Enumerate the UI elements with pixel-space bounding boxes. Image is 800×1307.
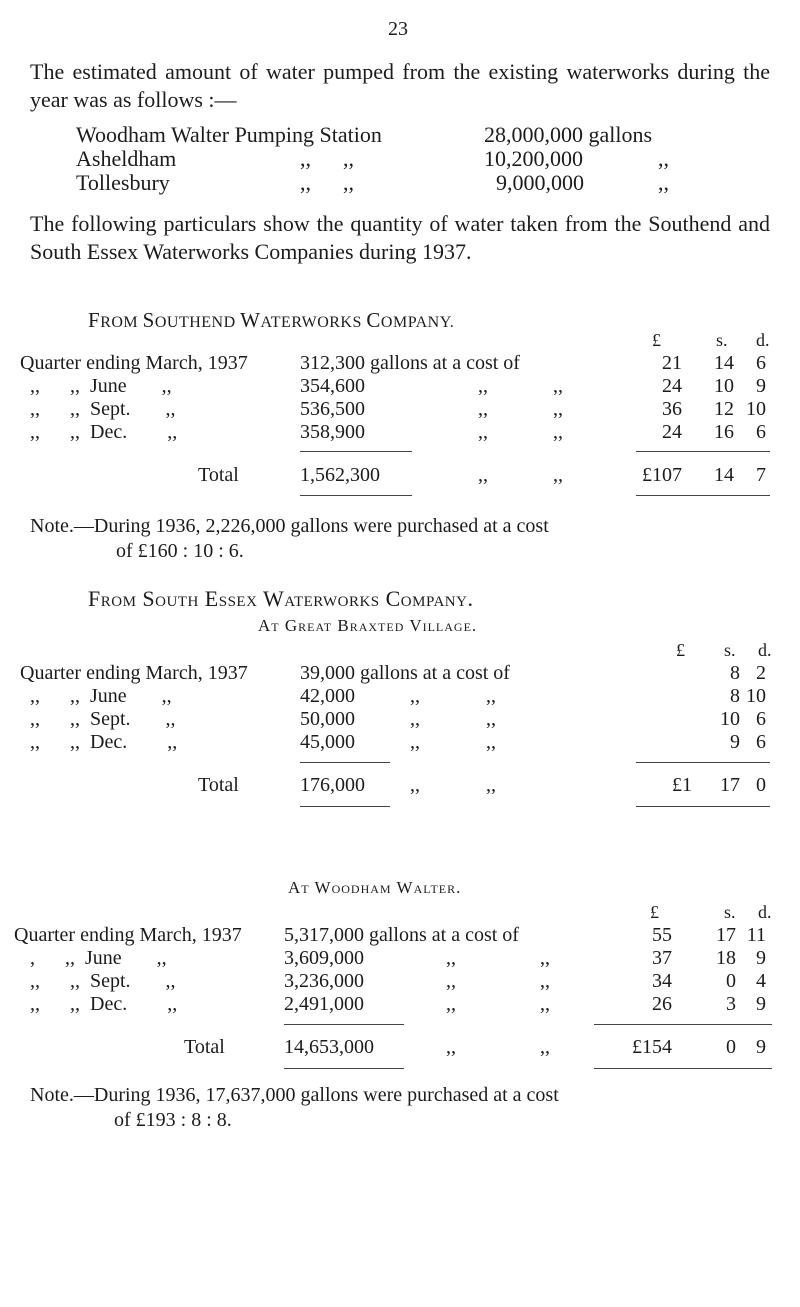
pounds-value: 26 — [652, 993, 672, 1015]
pence-column-header: d. — [758, 640, 772, 660]
gallons-value: 50,000 — [300, 708, 355, 730]
pounds-column-header: £ — [676, 640, 685, 660]
total-gallons: 14,653,000 — [284, 1036, 374, 1058]
pence-value: 9 — [756, 993, 766, 1015]
southend-note-line2: of £160 : 10 : 6. — [116, 540, 244, 562]
pence-value: 11 — [746, 924, 766, 946]
gallons-value: 2,491,000 — [284, 993, 364, 1015]
pence-value: 6 — [756, 708, 766, 730]
ditto-mark: ,, — [300, 170, 311, 195]
ditto-mark: ,, — [658, 170, 669, 195]
pumping-station-name: Woodham Walter Pumping Station — [76, 122, 382, 147]
woodham-note-line2: of £193 : 8 : 8. — [114, 1109, 232, 1131]
quarter-label: ,, ,, Dec. ,, — [30, 993, 178, 1015]
gallons-value: 3,236,000 — [284, 970, 364, 992]
ditto-mark: ,, — [300, 146, 311, 171]
pumping-station-amount: 9,000,000 — [496, 170, 584, 195]
particulars-paragraph: The following particulars show the quantity of water taken from the Southend and South Essex Waterworks Companies during 1937. — [30, 211, 770, 264]
total-rule — [284, 1068, 404, 1069]
total-rule — [594, 1068, 772, 1069]
quarter-label: ,, ,, Sept. ,, — [30, 708, 176, 730]
total-gallons: 1,562,300 — [300, 464, 380, 486]
total-rule — [636, 495, 770, 496]
pumping-station-name: Asheldham — [76, 146, 177, 171]
shillings-value: 16 — [714, 421, 734, 443]
ditto-mark: ,, — [486, 774, 496, 796]
pounds-value: 34 — [652, 970, 672, 992]
ditto-mark: ,, — [478, 375, 488, 397]
ditto-mark: ,, — [410, 685, 420, 707]
pumping-station-name: Tollesbury — [76, 170, 170, 195]
total-shillings: 14 — [714, 464, 734, 486]
pence-value: 10 — [746, 685, 766, 707]
total-shillings: 17 — [720, 774, 740, 796]
ditto-mark: ,, — [553, 375, 563, 397]
pence-value: 2 — [756, 662, 766, 684]
subtotal-rule — [284, 1024, 404, 1025]
ditto-mark: ,, — [540, 947, 550, 969]
shillings-value: 17 — [716, 924, 736, 946]
ditto-mark: ,, — [553, 421, 563, 443]
ditto-mark: ,, — [410, 774, 420, 796]
total-pence: 9 — [756, 1036, 766, 1058]
pence-value: 6 — [756, 421, 766, 443]
woodham-note-line1: Note.—During 1936, 17,637,000 gallons were purchased at a cost — [30, 1084, 559, 1106]
total-label: Total — [198, 464, 239, 486]
total-label: Total — [198, 774, 239, 796]
subtotal-rule — [594, 1024, 772, 1025]
pounds-column-header: £ — [650, 902, 659, 922]
quarter-label: , ,, June ,, — [30, 947, 167, 969]
pounds-value: 24 — [662, 375, 682, 397]
subtotal-rule — [636, 451, 770, 452]
page-number: 23 — [388, 18, 408, 40]
ditto-mark: ,, — [446, 970, 456, 992]
total-gallons: 176,000 — [300, 774, 365, 796]
pence-value: 10 — [746, 398, 766, 420]
total-shillings: 0 — [726, 1036, 736, 1058]
pounds-column-header: £ — [652, 330, 661, 350]
gallons-value: 536,500 — [300, 398, 365, 420]
great-braxted-subheading: At Great Braxted Village. — [258, 616, 478, 635]
quarter-label: Quarter ending March, 1937 — [14, 924, 242, 946]
subtotal-rule — [300, 451, 412, 452]
ditto-mark: ,, — [446, 993, 456, 1015]
south-essex-heading: From South Essex Waterworks Company. — [88, 586, 474, 611]
total-pounds: £154 — [632, 1036, 672, 1058]
pence-value: 6 — [756, 731, 766, 753]
gallons-value: 42,000 — [300, 685, 355, 707]
quarter-label: ,, ,, Dec. ,, — [30, 731, 178, 753]
gallons-value: 45,000 — [300, 731, 355, 753]
pence-column-header: d. — [758, 902, 772, 922]
quarter-label: ,, ,, Sept. ,, — [30, 970, 176, 992]
gallons-value: 39,000 gallons at a cost of — [300, 662, 510, 684]
gallons-value: 5,317,000 gallons at a cost of — [284, 924, 519, 946]
ditto-mark: ,, — [486, 708, 496, 730]
ditto-mark: ,, — [486, 685, 496, 707]
ditto-mark: ,, — [410, 708, 420, 730]
pence-value: 9 — [756, 947, 766, 969]
ditto-mark: ,, — [446, 1036, 456, 1058]
ditto-mark: ,, — [478, 421, 488, 443]
quarter-label: Quarter ending March, 1937 — [20, 352, 248, 374]
quarter-label: ,, ,, Dec. ,, — [30, 421, 178, 443]
subtotal-rule — [300, 762, 390, 763]
shillings-value: 10 — [720, 708, 740, 730]
southend-note-line1: Note.—During 1936, 2,226,000 gallons were purchased at a cost — [30, 515, 549, 537]
pence-value: 9 — [756, 375, 766, 397]
ditto-mark: ,, — [540, 993, 550, 1015]
gallons-value: 354,600 — [300, 375, 365, 397]
quarter-label: ,, ,, Sept. ,, — [30, 398, 176, 420]
ditto-mark: ,, — [553, 398, 563, 420]
quarter-label: Quarter ending March, 1937 — [20, 662, 248, 684]
shillings-value: 8 — [730, 685, 740, 707]
ditto-mark: ,, — [410, 731, 420, 753]
pounds-value: 55 — [652, 924, 672, 946]
shillings-value: 10 — [714, 375, 734, 397]
ditto-mark: ,, — [446, 947, 456, 969]
shillings-value: 12 — [714, 398, 734, 420]
pence-value: 6 — [756, 352, 766, 374]
ditto-mark: ,, — [658, 146, 669, 171]
pounds-value: 21 — [662, 352, 682, 374]
intro-paragraph: The estimated amount of water pumped from the existing waterworks during the year was as follows :— — [30, 59, 770, 112]
southend-heading: FROM SOUTHEND WATERWORKS COMPANY. — [88, 308, 455, 332]
ditto-mark: ,, — [343, 170, 354, 195]
shillings-column-header: s. — [716, 330, 728, 350]
ditto-mark: ,, — [553, 464, 563, 486]
pumping-station-amount: 10,200,000 — [484, 146, 583, 171]
subtotal-rule — [636, 762, 770, 763]
ditto-mark: ,, — [540, 970, 550, 992]
shillings-column-header: s. — [724, 640, 736, 660]
total-pence: 7 — [756, 464, 766, 486]
shillings-value: 0 — [726, 970, 736, 992]
total-pounds: £107 — [642, 464, 682, 486]
shillings-value: 9 — [730, 731, 740, 753]
ditto-mark: ,, — [486, 731, 496, 753]
shillings-value: 8 — [730, 662, 740, 684]
quarter-label: ,, ,, June ,, — [30, 685, 172, 707]
shillings-value: 14 — [714, 352, 734, 374]
total-rule — [636, 806, 770, 807]
woodham-walter-subheading: At Woodham Walter. — [288, 878, 462, 897]
total-rule — [300, 495, 412, 496]
total-pounds: £1 — [672, 774, 692, 796]
gallons-value: 358,900 — [300, 421, 365, 443]
ditto-mark: ,, — [478, 464, 488, 486]
pounds-value: 36 — [662, 398, 682, 420]
gallons-value: 3,609,000 — [284, 947, 364, 969]
pence-value: 4 — [756, 970, 766, 992]
ditto-mark: ,, — [540, 1036, 550, 1058]
gallons-value: 312,300 gallons at a cost of — [300, 352, 520, 374]
ditto-mark: ,, — [478, 398, 488, 420]
pumping-station-amount: 28,000,000 gallons — [484, 122, 653, 147]
pounds-value: 24 — [662, 421, 682, 443]
shillings-value: 3 — [726, 993, 736, 1015]
total-rule — [300, 806, 390, 807]
ditto-mark: ,, — [343, 146, 354, 171]
pence-column-header: d. — [756, 330, 770, 350]
total-pence: 0 — [756, 774, 766, 796]
shillings-value: 18 — [716, 947, 736, 969]
total-label: Total — [184, 1036, 225, 1058]
pounds-value: 37 — [652, 947, 672, 969]
quarter-label: ,, ,, June ,, — [30, 375, 172, 397]
shillings-column-header: s. — [724, 902, 736, 922]
